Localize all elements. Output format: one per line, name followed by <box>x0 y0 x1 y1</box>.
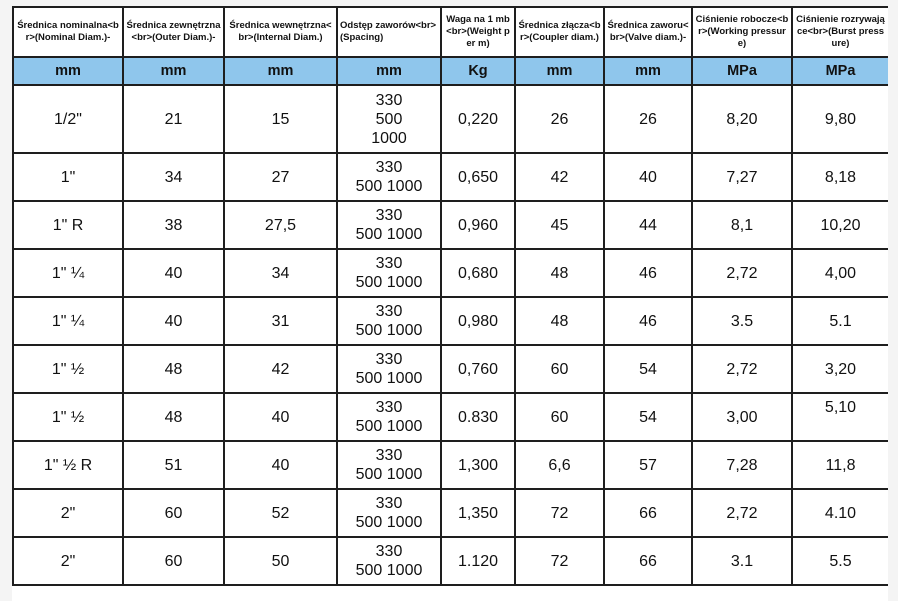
outer-cell: 34 <box>123 153 224 201</box>
working-pressure-cell: 8,20 <box>692 85 792 153</box>
spacing-line: 500 1000 <box>355 370 423 387</box>
hose-spec-table <box>12 6 888 586</box>
nominal-cell: 2" <box>13 489 123 537</box>
spacing-cell <box>337 297 441 345</box>
burst-pressure-cell: 10,20 <box>792 201 888 249</box>
valve-cell: 54 <box>604 393 692 441</box>
spacing-line: 1000 <box>371 129 407 147</box>
outer-cell: 60 <box>123 537 224 585</box>
spacing-line: 330 <box>375 543 403 560</box>
burst-pressure-cell: 11,8 <box>792 441 888 489</box>
spacing-cell <box>337 489 441 537</box>
inner-cell: 34 <box>224 249 337 297</box>
table-row <box>13 297 888 345</box>
working-pressure-cell: 3,00 <box>692 393 792 441</box>
unit-cell: mm <box>224 57 337 85</box>
spacing-line: 500 1000 <box>355 274 423 291</box>
working-pressure-cell: 3.1 <box>692 537 792 585</box>
header-row <box>13 7 888 57</box>
working-pressure-cell: 7,27 <box>692 153 792 201</box>
spacing-cell <box>337 249 441 297</box>
spacing-cell <box>337 153 441 201</box>
burst-pressure-value: 5,10 <box>824 398 857 416</box>
header-valve-diameter: Średnica zaworu<br>(Valve diam.)- <box>604 7 692 57</box>
weight-cell: 1,300 <box>441 441 515 489</box>
nominal-cell: 1" ½ R <box>13 441 123 489</box>
burst-pressure-cell: 8,18 <box>792 153 888 201</box>
outer-cell: 48 <box>123 393 224 441</box>
spacing-line: 330 <box>375 351 403 368</box>
nominal-cell: 1" ½ <box>13 345 123 393</box>
coupler-cell: 60 <box>515 393 604 441</box>
burst-pressure-cell: 5.5 <box>792 537 888 585</box>
outer-cell: 38 <box>123 201 224 249</box>
outer-cell: 40 <box>123 297 224 345</box>
valve-cell: 57 <box>604 441 692 489</box>
spacing-line: 500 <box>375 110 403 128</box>
spacing-cell <box>337 85 441 153</box>
working-pressure-cell: 8,1 <box>692 201 792 249</box>
weight-cell: 1.120 <box>441 537 515 585</box>
table-row <box>13 249 888 297</box>
weight-cell: 0,220 <box>441 85 515 153</box>
coupler-cell: 45 <box>515 201 604 249</box>
coupler-cell: 60 <box>515 345 604 393</box>
outer-cell: 21 <box>123 85 224 153</box>
inner-cell: 52 <box>224 489 337 537</box>
coupler-cell: 48 <box>515 297 604 345</box>
spacing-line: 500 1000 <box>355 514 423 531</box>
unit-cell: mm <box>13 57 123 85</box>
valve-cell: 44 <box>604 201 692 249</box>
spacing-line: 330 <box>375 207 403 224</box>
unit-cell: mm <box>604 57 692 85</box>
spacing-cell <box>337 345 441 393</box>
header-internal-diameter: Średnica wewnętrzna<br>(Internal Diam.) <box>224 7 337 57</box>
table-row <box>13 345 888 393</box>
coupler-cell: 72 <box>515 489 604 537</box>
table-row <box>13 393 888 441</box>
unit-cell: MPa <box>792 57 888 85</box>
spacing-cell <box>337 201 441 249</box>
spacing-line: 500 1000 <box>355 322 423 339</box>
spacing-line: 330 <box>375 495 403 512</box>
burst-pressure-cell: 4.10 <box>792 489 888 537</box>
spacing-cell <box>337 537 441 585</box>
spacing-line: 330 <box>375 399 403 416</box>
unit-cell: Kg <box>441 57 515 85</box>
table-row <box>13 85 888 153</box>
weight-cell: 1,350 <box>441 489 515 537</box>
burst-pressure-cell: 9,80 <box>792 85 888 153</box>
valve-cell: 46 <box>604 297 692 345</box>
unit-cell: mm <box>337 57 441 85</box>
coupler-cell: 26 <box>515 85 604 153</box>
inner-cell: 40 <box>224 441 337 489</box>
spacing-line: 330 <box>375 255 403 272</box>
coupler-cell: 42 <box>515 153 604 201</box>
working-pressure-cell: 2,72 <box>692 345 792 393</box>
spacing-line: 500 1000 <box>355 178 423 195</box>
valve-cell: 40 <box>604 153 692 201</box>
header-weight-per-meter: Waga na 1 mb<br>(Weight per m) <box>441 7 515 57</box>
burst-pressure-cell: 5.1 <box>792 297 888 345</box>
burst-pressure-cell <box>792 393 888 441</box>
header-burst-pressure: Ciśnienie rozrywające<br>(Burst pressure) <box>792 7 888 57</box>
inner-cell: 15 <box>224 85 337 153</box>
nominal-cell: 1/2" <box>13 85 123 153</box>
nominal-cell: 2" <box>13 537 123 585</box>
header-nominal-diameter: Średnica nominalna<br>(Nominal Diam.)- <box>13 7 123 57</box>
nominal-cell: 1" R <box>13 201 123 249</box>
spacing-line: 500 1000 <box>355 562 423 579</box>
working-pressure-cell: 2,72 <box>692 249 792 297</box>
spacing-line: 330 <box>375 91 403 109</box>
coupler-cell: 6,6 <box>515 441 604 489</box>
table-row <box>13 537 888 585</box>
spacing-line: 500 1000 <box>355 418 423 435</box>
spacing-cell <box>337 441 441 489</box>
valve-cell: 66 <box>604 489 692 537</box>
outer-cell: 51 <box>123 441 224 489</box>
working-pressure-cell: 2,72 <box>692 489 792 537</box>
unit-row <box>13 57 888 85</box>
valve-cell: 66 <box>604 537 692 585</box>
table-row <box>13 201 888 249</box>
unit-cell: MPa <box>692 57 792 85</box>
inner-cell: 40 <box>224 393 337 441</box>
burst-pressure-cell: 4,00 <box>792 249 888 297</box>
weight-cell: 0,680 <box>441 249 515 297</box>
spec-table-container <box>12 6 888 601</box>
nominal-cell: 1" ¼ <box>13 297 123 345</box>
spacing-line: 330 <box>375 447 403 464</box>
inner-cell: 42 <box>224 345 337 393</box>
unit-cell: mm <box>515 57 604 85</box>
weight-cell: 0.830 <box>441 393 515 441</box>
inner-cell: 27,5 <box>224 201 337 249</box>
spacing-line: 330 <box>375 159 403 176</box>
table-row <box>13 489 888 537</box>
spacing-line: 500 1000 <box>355 226 423 243</box>
unit-cell: mm <box>123 57 224 85</box>
weight-cell: 0,960 <box>441 201 515 249</box>
valve-cell: 26 <box>604 85 692 153</box>
nominal-cell: 1" ¼ <box>13 249 123 297</box>
nominal-cell: 1" <box>13 153 123 201</box>
table-row <box>13 153 888 201</box>
table-row <box>13 441 888 489</box>
spacing-cell <box>337 393 441 441</box>
burst-pressure-cell: 3,20 <box>792 345 888 393</box>
outer-cell: 48 <box>123 345 224 393</box>
header-working-pressure: Ciśnienie robocze<br>(Working pressure) <box>692 7 792 57</box>
inner-cell: 27 <box>224 153 337 201</box>
outer-cell: 40 <box>123 249 224 297</box>
working-pressure-cell: 3.5 <box>692 297 792 345</box>
header-valve-spacing: Odstęp zaworów<br>(Spacing) <box>337 7 441 57</box>
weight-cell: 0,650 <box>441 153 515 201</box>
coupler-cell: 72 <box>515 537 604 585</box>
valve-cell: 54 <box>604 345 692 393</box>
weight-cell: 0,980 <box>441 297 515 345</box>
outer-cell: 60 <box>123 489 224 537</box>
nominal-cell: 1" ½ <box>13 393 123 441</box>
weight-cell: 0,760 <box>441 345 515 393</box>
header-outer-diameter: Średnica zewnętrzna<br>(Outer Diam.)- <box>123 7 224 57</box>
inner-cell: 31 <box>224 297 337 345</box>
spacing-line: 500 1000 <box>355 466 423 483</box>
working-pressure-cell: 7,28 <box>692 441 792 489</box>
coupler-cell: 48 <box>515 249 604 297</box>
inner-cell: 50 <box>224 537 337 585</box>
spacing-line: 330 <box>375 303 403 320</box>
valve-cell: 46 <box>604 249 692 297</box>
header-coupler-diameter: Średnica złącza<br>(Coupler diam.) <box>515 7 604 57</box>
